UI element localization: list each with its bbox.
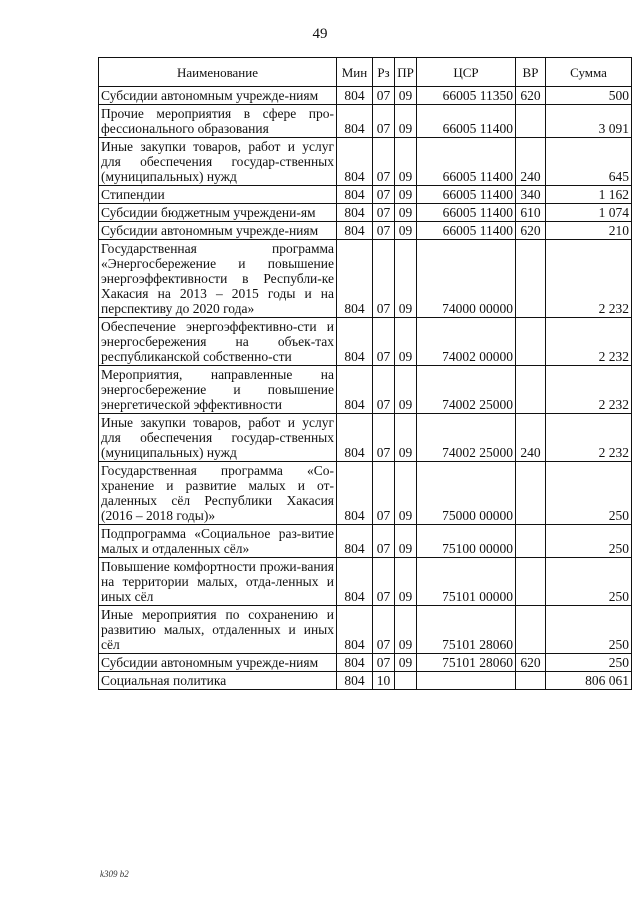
cell-sum: 250: [546, 462, 632, 525]
header-pr: ПР: [395, 58, 417, 87]
cell-name: Субсидии бюджетным учреждени-ям: [99, 204, 337, 222]
cell-rz: 07: [373, 654, 395, 672]
cell-name: Субсидии автономным учрежде-ниям: [99, 87, 337, 105]
cell-pr: 09: [395, 606, 417, 654]
cell-vr: 620: [516, 654, 546, 672]
table-row: [99, 87, 632, 105]
cell-csr: 66005 11400: [417, 138, 516, 186]
cell-pr: 09: [395, 558, 417, 606]
cell-csr: 66005 11350: [417, 87, 516, 105]
cell-sum: 250: [546, 654, 632, 672]
cell-vr: [516, 105, 546, 138]
table-row: [99, 558, 632, 606]
cell-name: Иные закупки товаров, работ и услуг для обеспечения государ-ственных (муниципальных) нужд: [99, 138, 337, 186]
cell-rz: 07: [373, 222, 395, 240]
cell-vr: [516, 366, 546, 414]
cell-pr: [395, 672, 417, 690]
cell-vr: 340: [516, 186, 546, 204]
cell-min: 804: [337, 186, 373, 204]
cell-name: Государственная программа «Со-хранение и развитие малых и от-даленных сёл Республики Хакасия (2016 – 2018 годы)»: [99, 462, 337, 525]
cell-sum: 2 232: [546, 240, 632, 318]
cell-sum: 1 162: [546, 186, 632, 204]
cell-name: Стипендии: [99, 186, 337, 204]
cell-min: 804: [337, 606, 373, 654]
cell-csr: 66005 11400: [417, 204, 516, 222]
cell-rz: 07: [373, 186, 395, 204]
cell-sum: 210: [546, 222, 632, 240]
cell-vr: 240: [516, 414, 546, 462]
cell-sum: 250: [546, 606, 632, 654]
cell-sum: 806 061: [546, 672, 632, 690]
table-row: [99, 414, 632, 462]
header-vr: ВР: [516, 58, 546, 87]
cell-pr: 09: [395, 240, 417, 318]
table-row: [99, 240, 632, 318]
cell-min: 804: [337, 204, 373, 222]
cell-csr: 74000 00000: [417, 240, 516, 318]
cell-name: Субсидии автономным учрежде-ниям: [99, 222, 337, 240]
cell-sum: 645: [546, 138, 632, 186]
cell-rz: 07: [373, 366, 395, 414]
cell-pr: 09: [395, 222, 417, 240]
cell-min: 804: [337, 87, 373, 105]
cell-pr: 09: [395, 462, 417, 525]
cell-csr: 75100 00000: [417, 525, 516, 558]
cell-pr: 09: [395, 318, 417, 366]
cell-min: 804: [337, 558, 373, 606]
cell-rz: 07: [373, 525, 395, 558]
cell-rz: 07: [373, 414, 395, 462]
cell-min: 804: [337, 366, 373, 414]
cell-pr: 09: [395, 105, 417, 138]
cell-min: 804: [337, 414, 373, 462]
cell-min: 804: [337, 654, 373, 672]
footer-code: k309 b2: [100, 869, 129, 879]
cell-name: Прочие мероприятия в сфере про-фессионального образования: [99, 105, 337, 138]
cell-csr: 74002 00000: [417, 318, 516, 366]
cell-min: 804: [337, 462, 373, 525]
cell-csr: 75101 28060: [417, 654, 516, 672]
header-sum: Сумма: [546, 58, 632, 87]
table-row: [99, 318, 632, 366]
table-row: [99, 138, 632, 186]
table-row: [99, 462, 632, 525]
cell-pr: 09: [395, 366, 417, 414]
header-csr: ЦСР: [417, 58, 516, 87]
budget-table: [98, 57, 632, 690]
cell-name: Социальная политика: [99, 672, 337, 690]
cell-vr: [516, 462, 546, 525]
table-row: [99, 366, 632, 414]
table-header-row: [99, 58, 632, 87]
cell-name: Субсидии автономным учрежде-ниям: [99, 654, 337, 672]
cell-vr: 610: [516, 204, 546, 222]
table-row: [99, 654, 632, 672]
cell-min: 804: [337, 672, 373, 690]
page-number: 49: [312, 26, 328, 42]
cell-min: 804: [337, 525, 373, 558]
cell-vr: [516, 525, 546, 558]
cell-csr: 74002 25000: [417, 414, 516, 462]
cell-name: Мероприятия, направленные на энергосбережение и повышение энергетической эффективности: [99, 366, 337, 414]
cell-name: Повышение комфортности прожи-вания на территории малых, отда-ленных и иных сёл: [99, 558, 337, 606]
table-row: [99, 105, 632, 138]
header-name: Наименование: [99, 58, 337, 87]
cell-csr: 66005 11400: [417, 222, 516, 240]
cell-min: 804: [337, 222, 373, 240]
cell-sum: 250: [546, 525, 632, 558]
cell-csr: 66005 11400: [417, 186, 516, 204]
cell-rz: 07: [373, 87, 395, 105]
cell-pr: 09: [395, 654, 417, 672]
cell-csr: 66005 11400: [417, 105, 516, 138]
cell-sum: 3 091: [546, 105, 632, 138]
cell-vr: 620: [516, 87, 546, 105]
cell-sum: 1 074: [546, 204, 632, 222]
table-row: [99, 186, 632, 204]
cell-pr: 09: [395, 138, 417, 186]
cell-pr: 09: [395, 87, 417, 105]
cell-min: 804: [337, 138, 373, 186]
cell-min: 804: [337, 318, 373, 366]
cell-rz: 07: [373, 240, 395, 318]
cell-vr: [516, 672, 546, 690]
cell-rz: 07: [373, 606, 395, 654]
table-row: [99, 222, 632, 240]
cell-rz: 07: [373, 558, 395, 606]
cell-pr: 09: [395, 204, 417, 222]
cell-csr: 75101 00000: [417, 558, 516, 606]
cell-csr: 75000 00000: [417, 462, 516, 525]
table-row: [99, 672, 632, 690]
header-rz: Рз: [373, 58, 395, 87]
cell-sum: 500: [546, 87, 632, 105]
cell-vr: [516, 240, 546, 318]
cell-vr: 240: [516, 138, 546, 186]
cell-rz: 10: [373, 672, 395, 690]
cell-name: Иные закупки товаров, работ и услуг для обеспечения государ-ственных (муниципальных) нужд: [99, 414, 337, 462]
table-row: [99, 204, 632, 222]
table-row: [99, 525, 632, 558]
cell-rz: 07: [373, 138, 395, 186]
cell-pr: 09: [395, 414, 417, 462]
cell-pr: 09: [395, 186, 417, 204]
cell-vr: 620: [516, 222, 546, 240]
cell-sum: 250: [546, 558, 632, 606]
cell-csr: 75101 28060: [417, 606, 516, 654]
cell-pr: 09: [395, 525, 417, 558]
cell-name: Иные мероприятия по сохранению и развитию малых, отдаленных и иных сёл: [99, 606, 337, 654]
cell-name: Государственная программа «Энергосбережение и повышение энергоэффективности в Республи-ке Хакасия на 2013 – 2015 годы и на перспективу до 2020 года»: [99, 240, 337, 318]
cell-csr: 74002 25000: [417, 366, 516, 414]
cell-name: Обеспечение энергоэффективно-сти и энергосбережения на объек-тах республиканской собственно-сти: [99, 318, 337, 366]
cell-rz: 07: [373, 318, 395, 366]
cell-sum: 2 232: [546, 414, 632, 462]
cell-name: Подпрограмма «Социальное раз-витие малых и отдаленных сёл»: [99, 525, 337, 558]
cell-vr: [516, 558, 546, 606]
cell-min: 804: [337, 240, 373, 318]
cell-sum: 2 232: [546, 366, 632, 414]
table-row: [99, 606, 632, 654]
cell-rz: 07: [373, 204, 395, 222]
cell-csr: [417, 672, 516, 690]
cell-vr: [516, 606, 546, 654]
cell-sum: 2 232: [546, 318, 632, 366]
cell-rz: 07: [373, 105, 395, 138]
cell-vr: [516, 318, 546, 366]
cell-rz: 07: [373, 462, 395, 525]
header-min: Мин: [337, 58, 373, 87]
cell-min: 804: [337, 105, 373, 138]
